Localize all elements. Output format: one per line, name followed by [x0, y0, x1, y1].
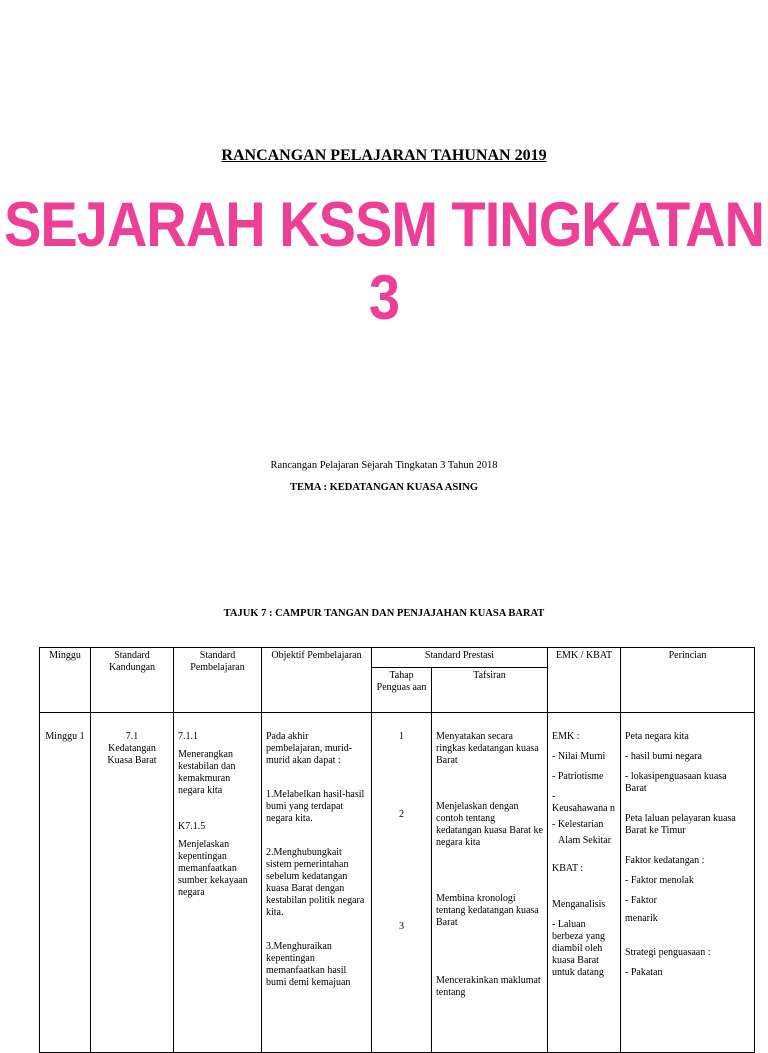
tafsiran-4: Mencerakinkan maklumat tentang — [436, 975, 541, 998]
sk-code: 7.1 — [125, 731, 139, 742]
objektif-3: 3.Menghuraikan kepentingan memanfaatkan hasil bumi demi kemajuan — [266, 941, 351, 988]
cell-emk-kbat — [548, 713, 621, 1053]
lesson-plan-table — [39, 647, 755, 1053]
cell-standard-pembelajaran — [174, 713, 262, 1053]
emk-4a: - Kelestarian — [552, 819, 604, 830]
tajuk-heading: TAJUK 7 : CAMPUR TANGAN DAN PENJAJAHAN KUASA BARAT — [223, 608, 545, 619]
header-standard-kandungan: Standard Kandungan — [91, 648, 174, 713]
sp-code-2: K7.1.5 — [178, 821, 206, 832]
header-standard-pembelajaran: Standard Pembelajaran — [174, 648, 262, 713]
objektif-1: 1.Melabelkan hasil-hasil bumi yang terdapat negara kita. — [266, 789, 365, 824]
header-emk-kbat: EMK / KBAT — [548, 648, 621, 713]
cell-objektif — [262, 713, 372, 1053]
kbat-1: Menganalisis — [552, 899, 606, 910]
cell-perincian — [621, 713, 755, 1053]
cell-minggu — [40, 713, 91, 1053]
objektif-intro: Pada akhir pembelajaran, murid-murid akan dapat : — [266, 731, 353, 766]
main-title: SEJARAH KSSM TINGKATAN 3 — [4, 189, 764, 333]
objektif-2: 2.Menghubungkait sistem pemerintahan sebelum kedatangan kuasa Barat dengan kestabilan politik negara kita. — [266, 847, 365, 918]
perincian-5: Faktor kedatangan : — [625, 855, 705, 866]
cell-tafsiran — [432, 713, 548, 1053]
sp-text-2: Menjelaskan kepentingan memanfaatkan sumber kekayaan negara — [178, 839, 248, 898]
perincian-7a: - Faktor — [625, 895, 657, 906]
sk-text: Kedatangan Kuasa Barat — [107, 743, 157, 766]
emk-2: - Patriotisme — [552, 771, 604, 782]
cell-standard-kandungan — [91, 713, 174, 1053]
emk-3b: Keusahawana n — [552, 803, 616, 814]
tafsiran-3: Membina kronologi tentang kedatangan kuasa Barat — [436, 893, 539, 928]
kbat-label: KBAT : — [552, 863, 584, 874]
tahap-3: 3 — [399, 921, 404, 932]
minggu-value: Minggu 1 — [45, 731, 85, 742]
sp-text-1: Menerangkan kestabilan dan kemakmuran negara kita — [178, 749, 236, 796]
perincian-2: - hasil bumi negara — [625, 751, 702, 762]
perincian-6: - Faktor menolak — [625, 875, 694, 886]
perincian-7b: menarik — [625, 913, 658, 924]
header-standard-prestasi: Standard Prestasi — [372, 648, 548, 668]
perincian-1: Peta negara kita — [625, 731, 689, 742]
perincian-4: Peta laluan pelayaran kuasa Barat ke Timur — [625, 813, 736, 836]
tema-heading: TEMA : KEDATANGAN KUASA ASING — [289, 482, 479, 493]
kbat-2: - Laluan berbeza yang diambil oleh kuasa Barat untuk datang — [552, 919, 606, 978]
emk-label: EMK : — [552, 731, 580, 742]
document-title: RANCANGAN PELAJARAN TAHUNAN 2019 — [221, 147, 547, 164]
header-minggu: Minggu — [40, 648, 91, 713]
tafsiran-2: Menjelaskan dengan contoh tentang kedatangan kuasa Barat ke negara kita — [436, 801, 543, 848]
perincian-9: - Pakatan — [625, 967, 663, 978]
perincian-3: - lokasipenguasaan kuasa Barat — [625, 771, 727, 794]
cell-tahap — [372, 713, 432, 1053]
header-objektif: Objektif Pembelajaran — [262, 648, 372, 713]
header-perincian: Perincian — [621, 648, 755, 713]
emk-3a: - — [552, 791, 556, 802]
tahap-1: 1 — [399, 731, 404, 742]
sp-code-1: 7.1.1 — [178, 731, 198, 742]
emk-1: - Nilai Murni — [552, 751, 606, 762]
tahap-2: 2 — [399, 809, 404, 820]
perincian-8: Strategi penguasaan : — [625, 947, 711, 958]
header-tahap: Tahap Penguas aan — [372, 668, 432, 713]
tafsiran-1: Menyatakan secara ringkas kedatangan kuasa Barat — [436, 731, 539, 766]
subtitle: Rancangan Pelajaran Sejarah Tingkatan 3 Tahun 2018 — [270, 460, 498, 471]
header-tafsiran: Tafsiran — [432, 668, 548, 713]
emk-4b: Alam Sekitar — [558, 835, 612, 846]
